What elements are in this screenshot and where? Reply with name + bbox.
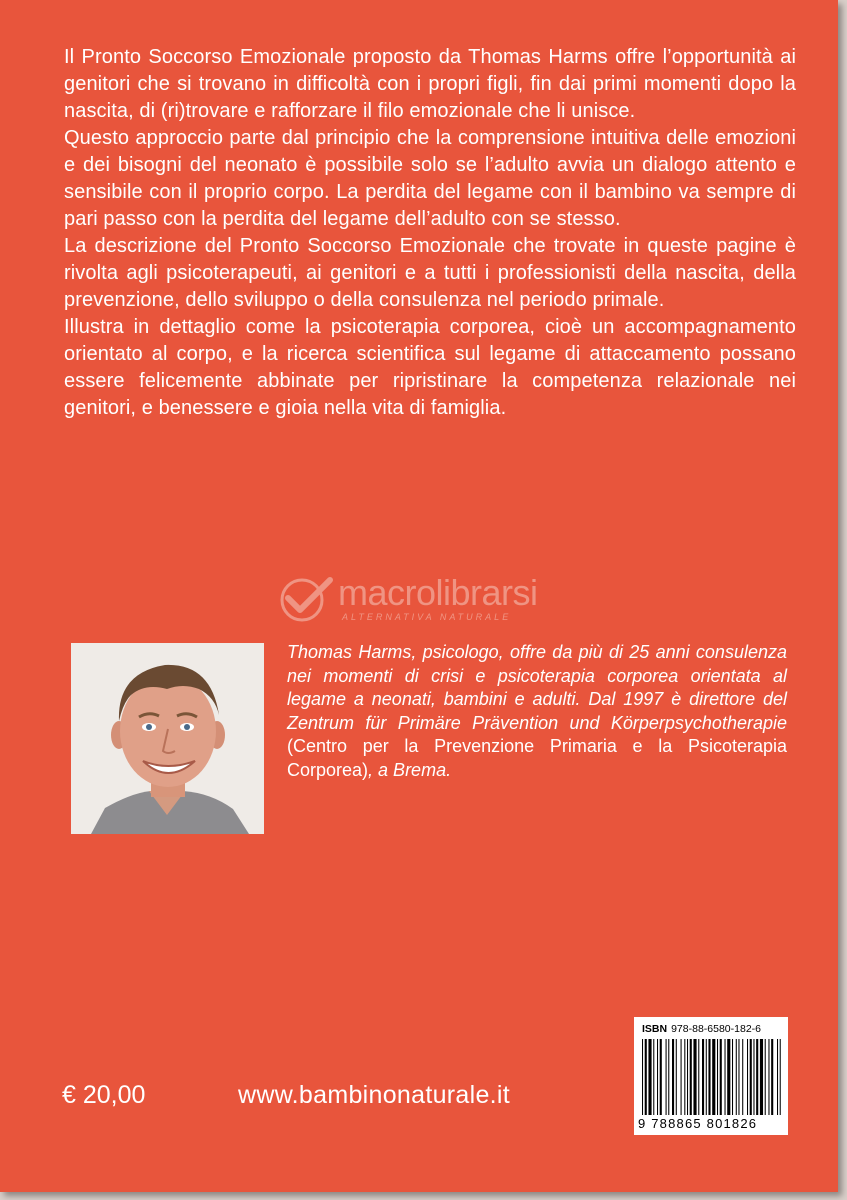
barcode-bar <box>672 1039 674 1115</box>
author-photo <box>71 643 264 834</box>
author-bio-part-1: Thomas Harms, psicologo, offre da più di 25 anni consulenza nei momenti di crisi e psicoterapia corporea orientata al legame a neonati, bambini e adulti. Dal 1997 è direttore del Zentrum für Primäre Prävention und Körperpsychotherapie <box>287 642 787 733</box>
barcode-bar <box>750 1039 752 1115</box>
author-bio <box>287 641 787 782</box>
isbn-label <box>642 1023 761 1035</box>
barcode-bar <box>681 1039 682 1115</box>
barcode-bar <box>687 1039 688 1115</box>
barcode-bar <box>765 1039 766 1115</box>
barcode-bar <box>708 1039 710 1115</box>
barcode-bar <box>780 1039 781 1115</box>
author-bio-part-2: (Centro per la Prevenzione Primaria e la Psicoterapia Corporea) <box>287 736 787 780</box>
barcode-bar <box>756 1039 758 1115</box>
barcode-bar <box>760 1039 763 1115</box>
ean-number: 9 788865 801826 <box>638 1116 758 1131</box>
barcode-bar <box>771 1039 773 1115</box>
watermark-name: macrolibrarsi <box>338 572 538 613</box>
barcode-bar <box>668 1039 669 1115</box>
isbn-number: 978-88-6580-182-6 <box>671 1023 761 1035</box>
barcode-bar <box>698 1039 699 1115</box>
barcode-bar <box>777 1039 778 1115</box>
barcode-bar <box>684 1039 685 1115</box>
barcode-bar <box>648 1039 651 1115</box>
barcode-bar <box>642 1039 643 1115</box>
barcode-bar <box>657 1039 658 1115</box>
barcode-bar <box>753 1039 754 1115</box>
barcode-bar <box>702 1039 704 1115</box>
isbn-barcode <box>634 1017 788 1135</box>
price: € 20,00 <box>62 1081 146 1109</box>
barcode-bar <box>717 1039 718 1115</box>
blurb-text <box>64 44 796 422</box>
barcode-bar <box>747 1039 748 1115</box>
barcode-bar <box>727 1039 730 1115</box>
barcode-bar <box>725 1039 726 1115</box>
blurb-paragraph-3: La descrizione del Pronto Soccorso Emozionale che trovate in queste pagine è rivolta agli psicoterapeuti, ai genitori e a tutti i professionisti della nascita, della prevenzione, dello sviluppo o della consulenza nel periodo primale. <box>64 235 796 311</box>
author-bio-part-3: , a Brema. <box>368 759 452 780</box>
publisher-url[interactable]: www.bambinonaturale.it <box>238 1081 511 1109</box>
author-portrait-icon <box>71 643 264 834</box>
checkmark-logo-icon <box>276 576 334 624</box>
barcode-bar <box>712 1039 715 1115</box>
blurb-paragraph-1: Il Pronto Soccorso Emozionale proposto da Thomas Harms offre l’opportunità ai genitori che si trovano in difficoltà con i propri figli, fin dai primi momenti dopo la nascita, di (ri)trovare e rafforzare il filo emozionale che li unisce. <box>64 46 796 122</box>
barcode-bar <box>720 1039 722 1115</box>
barcode-bar <box>732 1039 733 1115</box>
barcode-bar <box>645 1039 647 1115</box>
macrolibrarsi-watermark <box>276 570 576 630</box>
barcode-bars-icon <box>640 1039 782 1117</box>
barcode-bar <box>768 1039 769 1115</box>
barcode-bar <box>690 1039 692 1115</box>
barcode-bar <box>666 1039 667 1115</box>
barcode-bar <box>736 1039 737 1115</box>
barcode-bar <box>660 1039 662 1115</box>
barcode-bar <box>738 1039 739 1115</box>
barcode-bar <box>693 1039 696 1115</box>
blurb-paragraph-4: Illustra in dettaglio come la psicoterapia corporea, cioè un accompagnamento orientato al corpo, e la ricerca scientifica sul legame di attaccamento possano essere felicemente abbinate per ripristinare la competenza relazionale nei genitori, e benessere e gioia nella vita di famiglia. <box>64 316 796 419</box>
watermark-tagline: ALTERNATIVA NATURALE <box>342 612 512 622</box>
blurb-paragraph-2: Questo approccio parte dal principio che la comprensione intuitiva delle emozioni e dei bisogni del neonato è possibile solo se l’adulto avvia un dialogo attento e sensibile con il proprio corpo. La perdita del legame con il bambino va sempre di pari passo con la perdita del legame dell’adulto con se stesso. <box>64 127 796 230</box>
barcode-bar <box>742 1039 743 1115</box>
barcode-bar <box>676 1039 677 1115</box>
barcode-bar <box>706 1039 707 1115</box>
isbn-prefix: ISBN <box>642 1023 668 1035</box>
barcode-bar <box>653 1039 654 1115</box>
